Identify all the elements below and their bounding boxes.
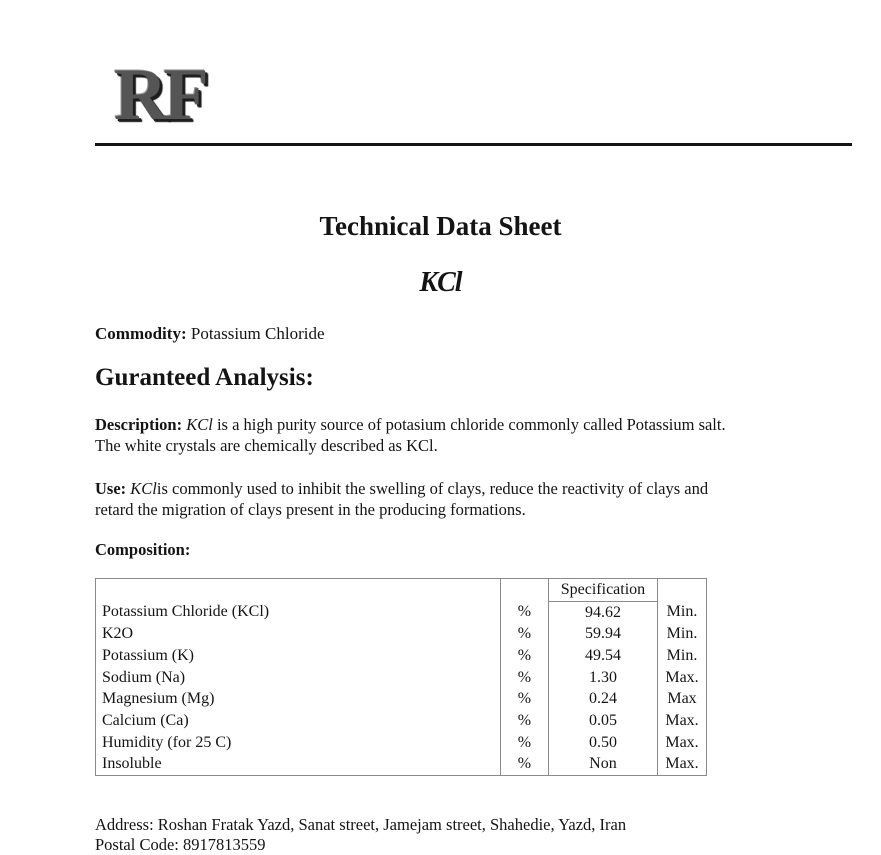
spec-value: 94.62 [548, 601, 657, 623]
limit-cell: Min. [658, 623, 707, 645]
use-label: Use: [95, 479, 127, 498]
limit-cell: Min. [658, 645, 707, 667]
component-name: Insoluble [96, 754, 501, 776]
company-logo: RF [114, 54, 205, 136]
component-name: Calcium (Ca) [96, 710, 501, 732]
unit-cell: % [500, 710, 548, 732]
composition-label: Composition: [95, 540, 191, 559]
postal-code: Postal Code: 8917813559 [95, 835, 266, 854]
limit-cell: Max. [658, 710, 707, 732]
unit-cell: % [500, 623, 548, 645]
commodity-line [95, 324, 325, 344]
spec-value: 1.30 [548, 667, 657, 689]
description-paragraph [95, 414, 835, 456]
spec-value: 49.54 [548, 645, 657, 667]
description-product: KCl [186, 415, 213, 434]
limit-cell: Max [658, 688, 707, 710]
table-header-row [96, 579, 707, 602]
unit-cell: % [500, 667, 548, 689]
spec-value: Non [548, 754, 657, 776]
description-line-1: is a high purity source of potasium chloride commonly called Potassium salt. [216, 415, 726, 434]
header-divider [95, 143, 852, 146]
table-row [96, 710, 707, 732]
unit-cell: % [500, 688, 548, 710]
unit-cell: % [500, 732, 548, 754]
table-row [96, 732, 707, 754]
component-name: Humidity (for 25 C) [96, 732, 501, 754]
component-name: Magnesium (Mg) [96, 688, 501, 710]
unit-cell: % [500, 601, 548, 623]
composition-table [95, 578, 707, 776]
description-line-2: The white crystals are chemically described as KCl. [95, 436, 438, 455]
page-title: Technical Data Sheet [319, 211, 562, 241]
specification-header: Specification [548, 579, 657, 602]
spec-value: 0.05 [548, 710, 657, 732]
description-label: Description: [95, 415, 183, 434]
company-address: Address: Roshan Fratak Yazd, Sanat street, Jamejam street, Shahedie, Yazd, Iran [95, 815, 627, 834]
unit-cell: % [500, 645, 548, 667]
component-name: Sodium (Na) [96, 667, 501, 689]
product-formula: KCl [419, 267, 462, 298]
limit-cell: Max. [658, 754, 707, 776]
use-product: KCl [130, 479, 157, 498]
table-row [96, 754, 707, 776]
unit-cell: % [500, 754, 548, 776]
table-row [96, 688, 707, 710]
analysis-heading: Guranteed Analysis: [95, 364, 314, 391]
table-row [96, 645, 707, 667]
component-name: K2O [96, 623, 501, 645]
limit-cell: Max. [658, 667, 707, 689]
commodity-label: Commodity: [95, 324, 187, 343]
spec-value: 59.94 [548, 623, 657, 645]
component-name: Potassium Chloride (KCl) [96, 601, 501, 623]
limit-cell: Max. [658, 732, 707, 754]
table-row [96, 601, 707, 623]
component-name: Potassium (K) [96, 645, 501, 667]
commodity-value: Potassium Chloride [190, 324, 325, 343]
use-line-2: retard the migration of clays present in the producing formations. [95, 500, 526, 519]
spec-value: 0.24 [548, 688, 657, 710]
use-paragraph [95, 478, 835, 520]
spec-value: 0.50 [548, 732, 657, 754]
limit-cell: Min. [658, 601, 707, 623]
table-row [96, 667, 707, 689]
use-line-1: is commonly used to inhibit the swelling of clays, reduce the reactivity of clays and [156, 479, 709, 498]
table-row [96, 623, 707, 645]
